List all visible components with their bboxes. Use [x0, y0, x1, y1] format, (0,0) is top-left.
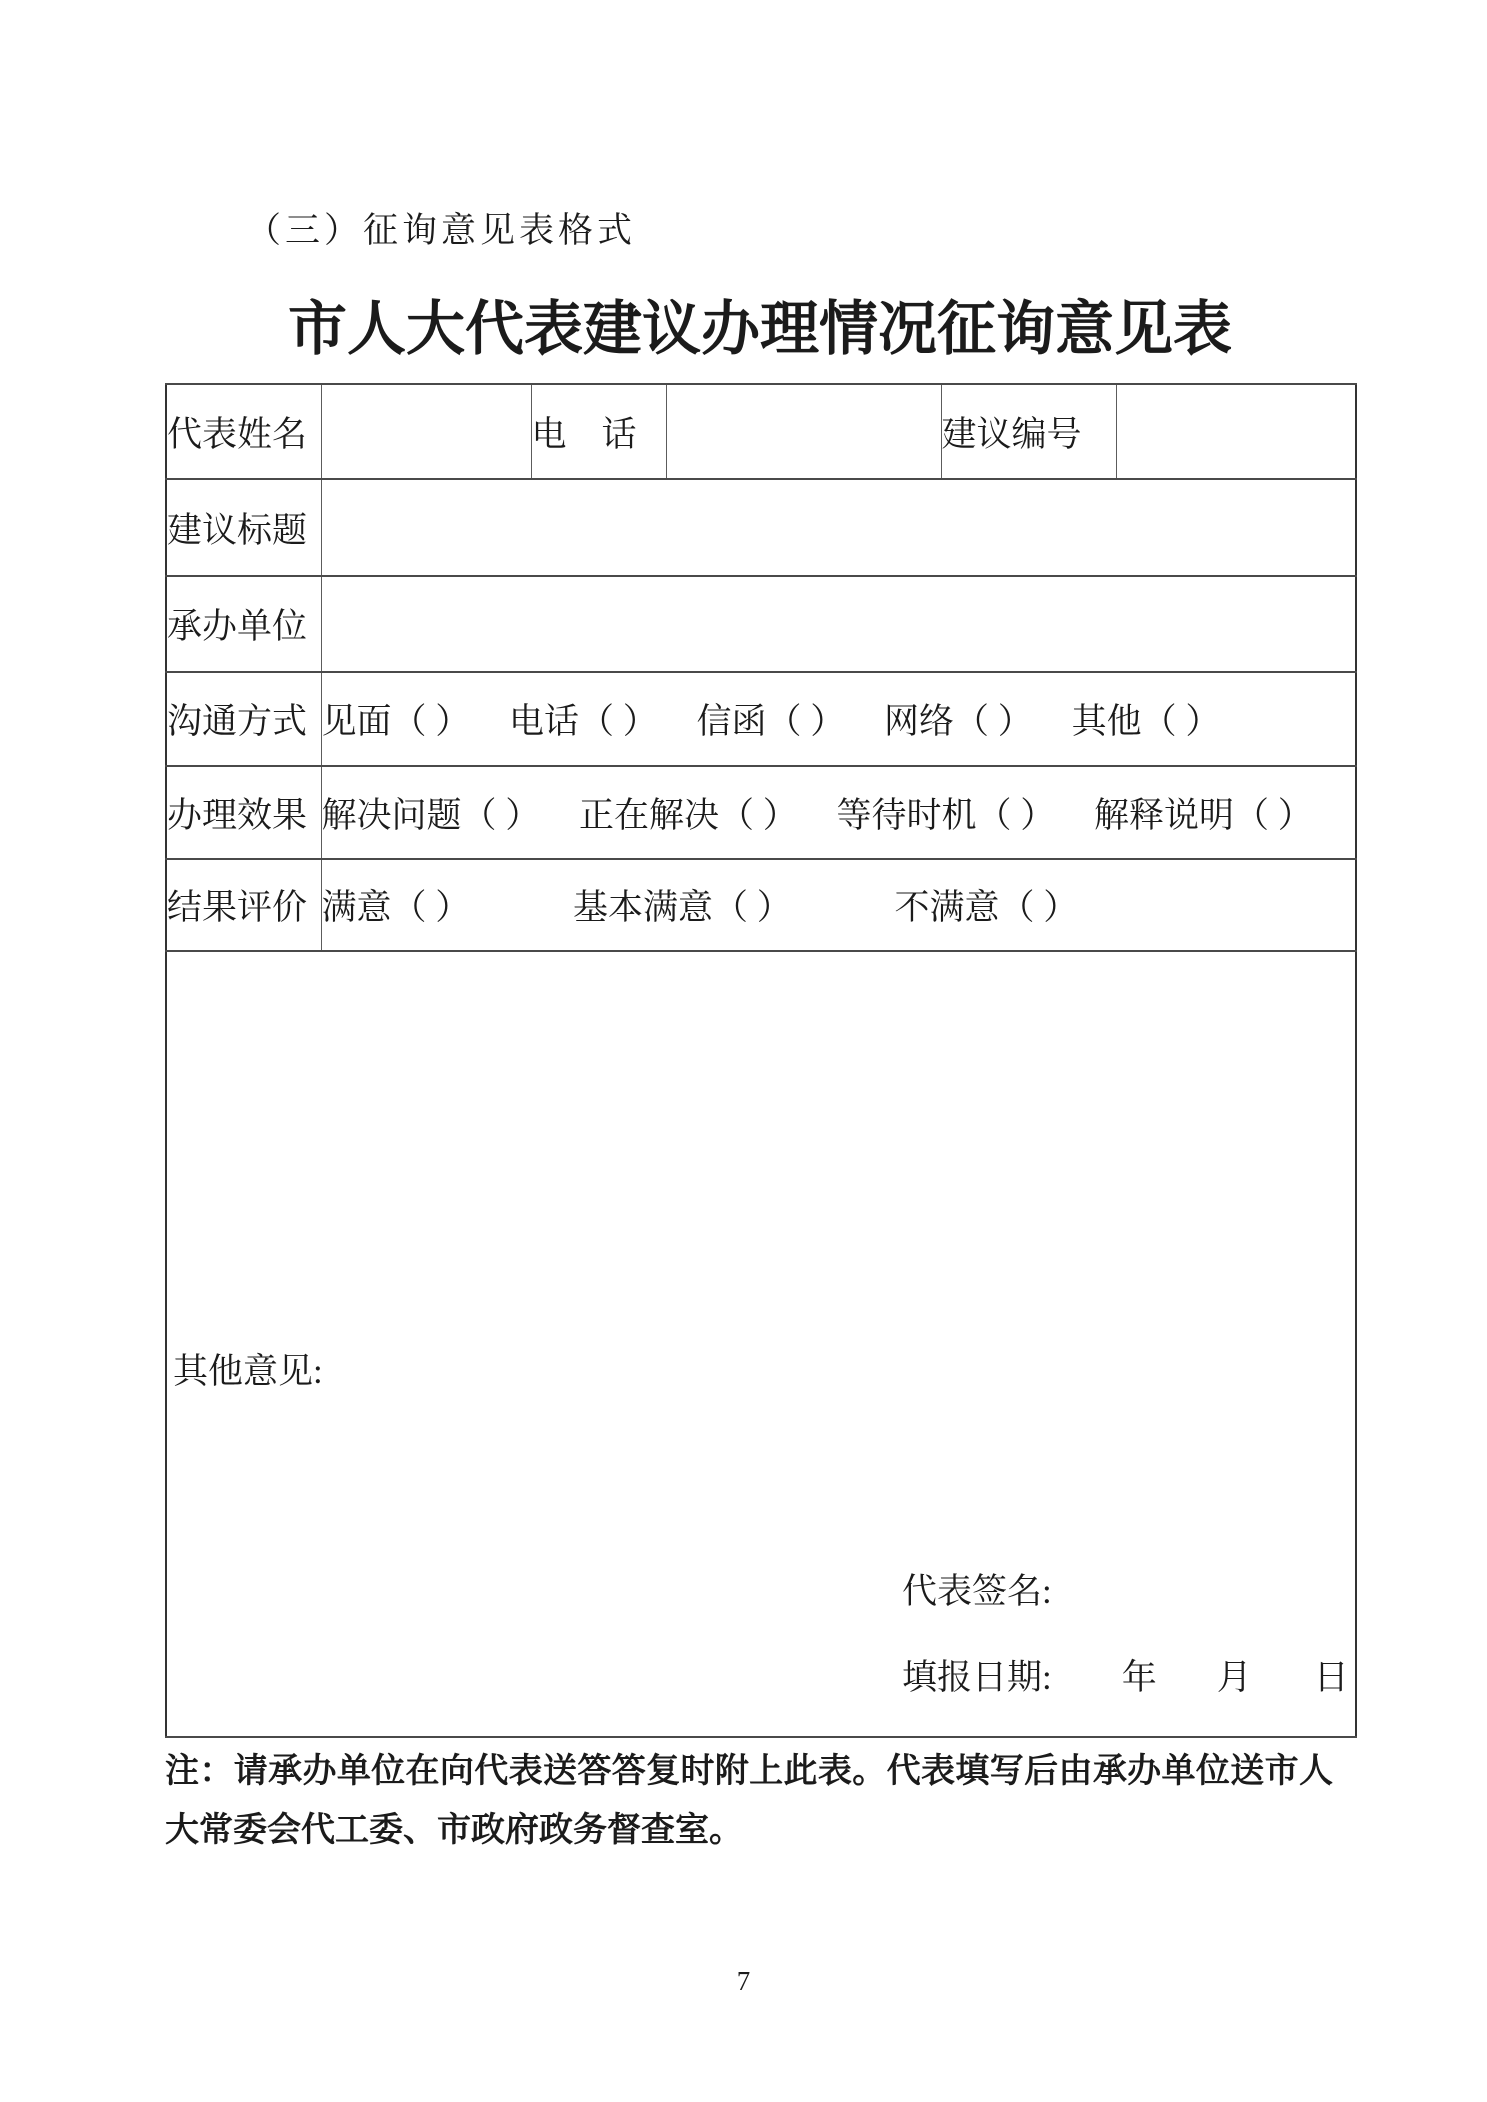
- effect-options-cell: [321, 766, 1356, 859]
- table-row-undertaker: [166, 576, 1356, 672]
- phone-label: 电 话: [531, 384, 666, 479]
- option-basically-satisfied: 基本满意（ ）: [573, 888, 792, 927]
- option-explained: 解释说明（ ）: [1094, 795, 1313, 835]
- page-title: 市人大代表建议办理情况征询意见表: [287, 296, 1232, 362]
- suggestion-number-label: 建议编号: [941, 384, 1116, 479]
- suggestion-number-value-cell: [1116, 384, 1356, 479]
- option-problem-solved: 解决问题（ ）: [321, 795, 541, 835]
- page-number: 7: [736, 1966, 751, 1996]
- option-other: 其他（ ）: [1071, 702, 1221, 741]
- year-label: 年: [1121, 1658, 1157, 1697]
- date-label: 填报日期:: [902, 1658, 1052, 1697]
- consultation-form-table: [165, 383, 1357, 1738]
- option-network: 网络（ ）: [884, 702, 1033, 741]
- table-row-evaluation: [166, 859, 1356, 951]
- option-satisfied: 满意（ ）: [321, 888, 471, 927]
- suggestion-title-label: 建议标题: [166, 479, 321, 576]
- option-awaiting-opportunity: 等待时机（ ）: [836, 795, 1056, 835]
- representative-signature-line: [902, 1564, 1052, 1614]
- other-opinions-cell: [166, 951, 1356, 1737]
- table-row-suggestion-title: [166, 479, 1356, 576]
- evaluation-options-cell: [321, 859, 1356, 951]
- day-label: 日: [1313, 1658, 1349, 1697]
- communication-label: 沟通方式: [166, 672, 321, 766]
- table-row-header: [166, 384, 1356, 479]
- representative-name-value-cell: [321, 384, 531, 479]
- representative-name-label: 代表姓名: [166, 384, 321, 479]
- signature-label: 代表签名:: [902, 1572, 1052, 1611]
- undertaker-label: 承办单位: [166, 576, 321, 672]
- month-label: 月: [1216, 1658, 1252, 1697]
- communication-options-cell: [321, 672, 1356, 766]
- table-row-other-opinions: [166, 951, 1356, 1737]
- table-row-communication: [166, 672, 1356, 766]
- footer-note: 注：请承办单位在向代表送答答复时附上此表。代表填写后由承办单位送市人大常委会代工委、市政府政务督查室。: [165, 1752, 1333, 1849]
- evaluation-label: 结果评价: [166, 859, 321, 951]
- phone-value-cell: [666, 384, 941, 479]
- option-being-solved: 正在解决（ ）: [579, 795, 798, 835]
- effect-label: 办理效果: [166, 766, 321, 859]
- suggestion-title-value-cell: [321, 479, 1356, 576]
- option-telephone: 电话（ ）: [509, 702, 658, 741]
- option-not-satisfied: 不满意（ ）: [894, 888, 1079, 927]
- undertaker-value-cell: [321, 576, 1356, 672]
- table-row-effect: [166, 766, 1356, 859]
- other-opinions-label: 其他意见:: [173, 1352, 323, 1391]
- section-heading: （三）征询意见表格式: [246, 211, 637, 250]
- option-letter: 信函（ ）: [696, 702, 846, 741]
- fill-date-line: [902, 1650, 1349, 1700]
- option-meeting: 见面（ ）: [321, 702, 471, 741]
